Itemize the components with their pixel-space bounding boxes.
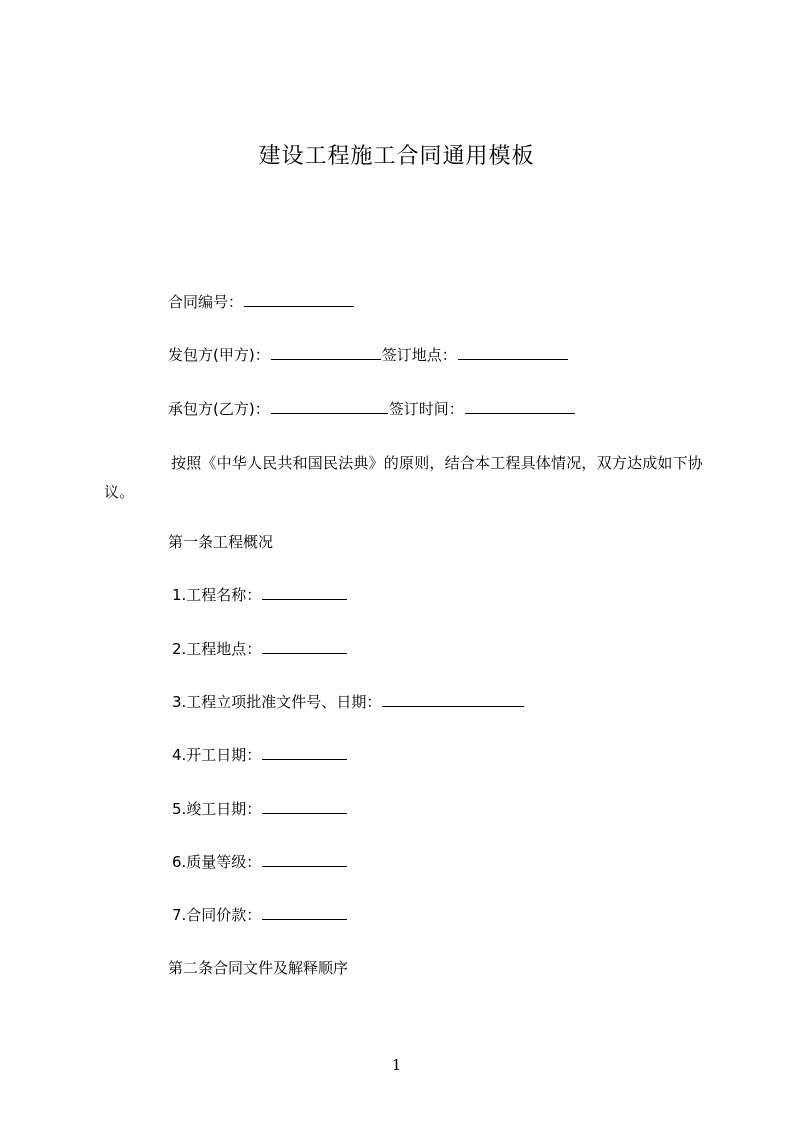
document-title: 建设工程施工合同通用模板 <box>258 144 535 169</box>
party-a-line <box>168 345 569 365</box>
item-label: 4.开工日期： <box>172 746 262 764</box>
item-label: 7.合同价款： <box>172 906 262 924</box>
article-1-item-7 <box>172 905 348 925</box>
article-1-item-4 <box>172 745 348 765</box>
article-1-item-2 <box>172 639 348 659</box>
intro-paragraph: 按照《中华人民共和国民法典》的原则，结合本工程具体情况，双方达成如下协议。 <box>104 454 704 501</box>
article-1-item-1 <box>172 585 348 605</box>
contract-number-line <box>168 292 355 312</box>
article-1-item-6 <box>172 852 348 872</box>
completion-date-blank[interactable] <box>262 799 347 814</box>
item-label: 2.工程地点： <box>172 640 262 658</box>
sign-time-label: 签订时间： <box>388 400 464 418</box>
page-number: 1 <box>391 1056 402 1074</box>
project-name-blank[interactable] <box>262 585 347 600</box>
contract-number-blank[interactable] <box>244 292 354 307</box>
contract-number-label: 合同编号： <box>168 293 244 311</box>
item-label: 1.工程名称： <box>172 586 262 604</box>
contract-price-blank[interactable] <box>262 905 347 920</box>
party-b-label: 承包方(乙方)： <box>168 400 270 418</box>
item-label: 5.竣工日期： <box>172 800 262 818</box>
party-a-blank[interactable] <box>271 345 381 360</box>
party-b-blank[interactable] <box>271 399 388 414</box>
article-1-item-3 <box>172 692 525 712</box>
party-b-line <box>168 399 576 419</box>
article-1-heading: 第一条工程概况 <box>168 533 274 551</box>
item-label: 6.质量等级： <box>172 853 262 871</box>
sign-time-blank[interactable] <box>465 399 575 414</box>
article-1-item-5 <box>172 799 348 819</box>
project-location-blank[interactable] <box>262 639 347 654</box>
sign-place-label: 签订地点： <box>381 346 457 364</box>
quality-grade-blank[interactable] <box>262 852 347 867</box>
item-label: 3.工程立项批准文件号、日期： <box>172 693 382 711</box>
article-2-heading: 第二条合同文件及解释顺序 <box>168 959 349 977</box>
start-date-blank[interactable] <box>262 745 347 760</box>
approval-doc-blank[interactable] <box>382 692 524 707</box>
party-a-label: 发包方(甲方)： <box>168 346 270 364</box>
sign-place-blank[interactable] <box>458 345 568 360</box>
